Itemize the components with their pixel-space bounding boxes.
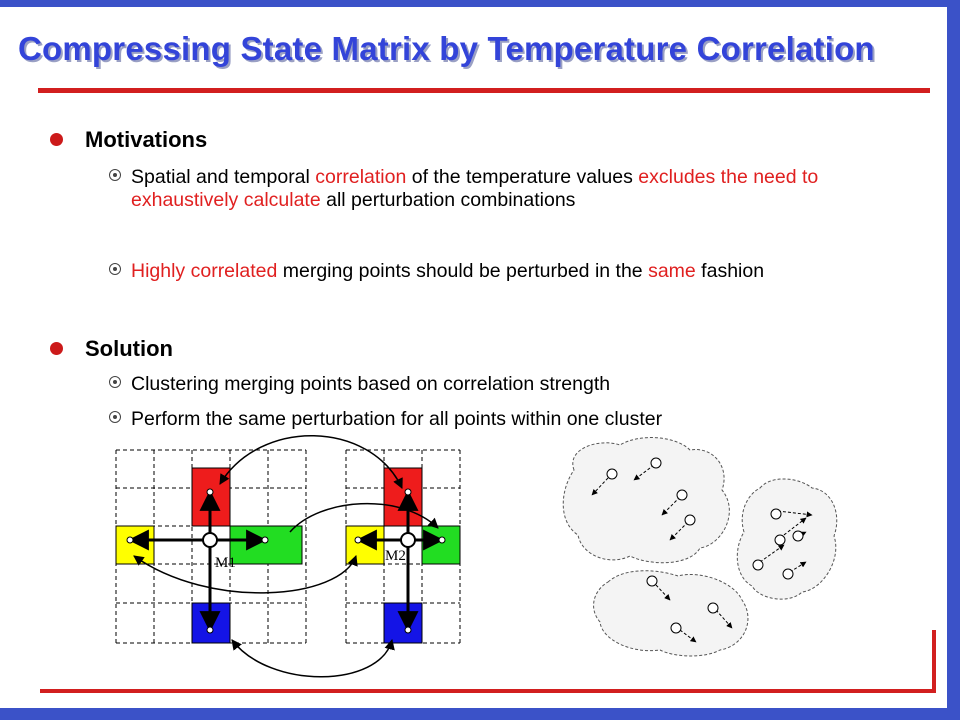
motivation-item-2: Highly correlated merging points should be perturbed in the same fashion xyxy=(131,260,851,283)
slide-title: Compressing State Matrix by Temperature Correlation xyxy=(18,30,875,67)
cell-yellow-m1 xyxy=(116,526,154,564)
label-m2: M2 xyxy=(385,548,406,564)
label-m1: M1 xyxy=(215,555,236,571)
cell-blue-m2 xyxy=(384,603,422,643)
merging-point-m1 xyxy=(203,533,217,547)
cell-yellow-m2 xyxy=(346,526,384,564)
footer-rule-vertical xyxy=(932,630,936,693)
solution-heading: Solution xyxy=(85,336,173,361)
cluster-3 xyxy=(594,571,748,656)
cell-red-m2 xyxy=(384,468,422,526)
link-red xyxy=(220,436,402,488)
cluster-1 xyxy=(563,438,729,563)
cluster-2 xyxy=(737,479,836,599)
cell-green-m2 xyxy=(422,526,460,564)
solution-item-2: Perform the same perturbation for all points within one cluster xyxy=(131,408,931,431)
motivations-heading: Motivations xyxy=(85,127,208,152)
footer-rule xyxy=(40,689,936,693)
solution-item-1: Clustering merging points based on correlation strength xyxy=(131,373,931,396)
motivation-item-1: Spatial and temporal correlation of the temperature values excludes the need to exhaustively calculate all perturbation combinations xyxy=(131,166,851,212)
merging-point-m2 xyxy=(401,533,415,547)
link-blue xyxy=(232,640,392,677)
